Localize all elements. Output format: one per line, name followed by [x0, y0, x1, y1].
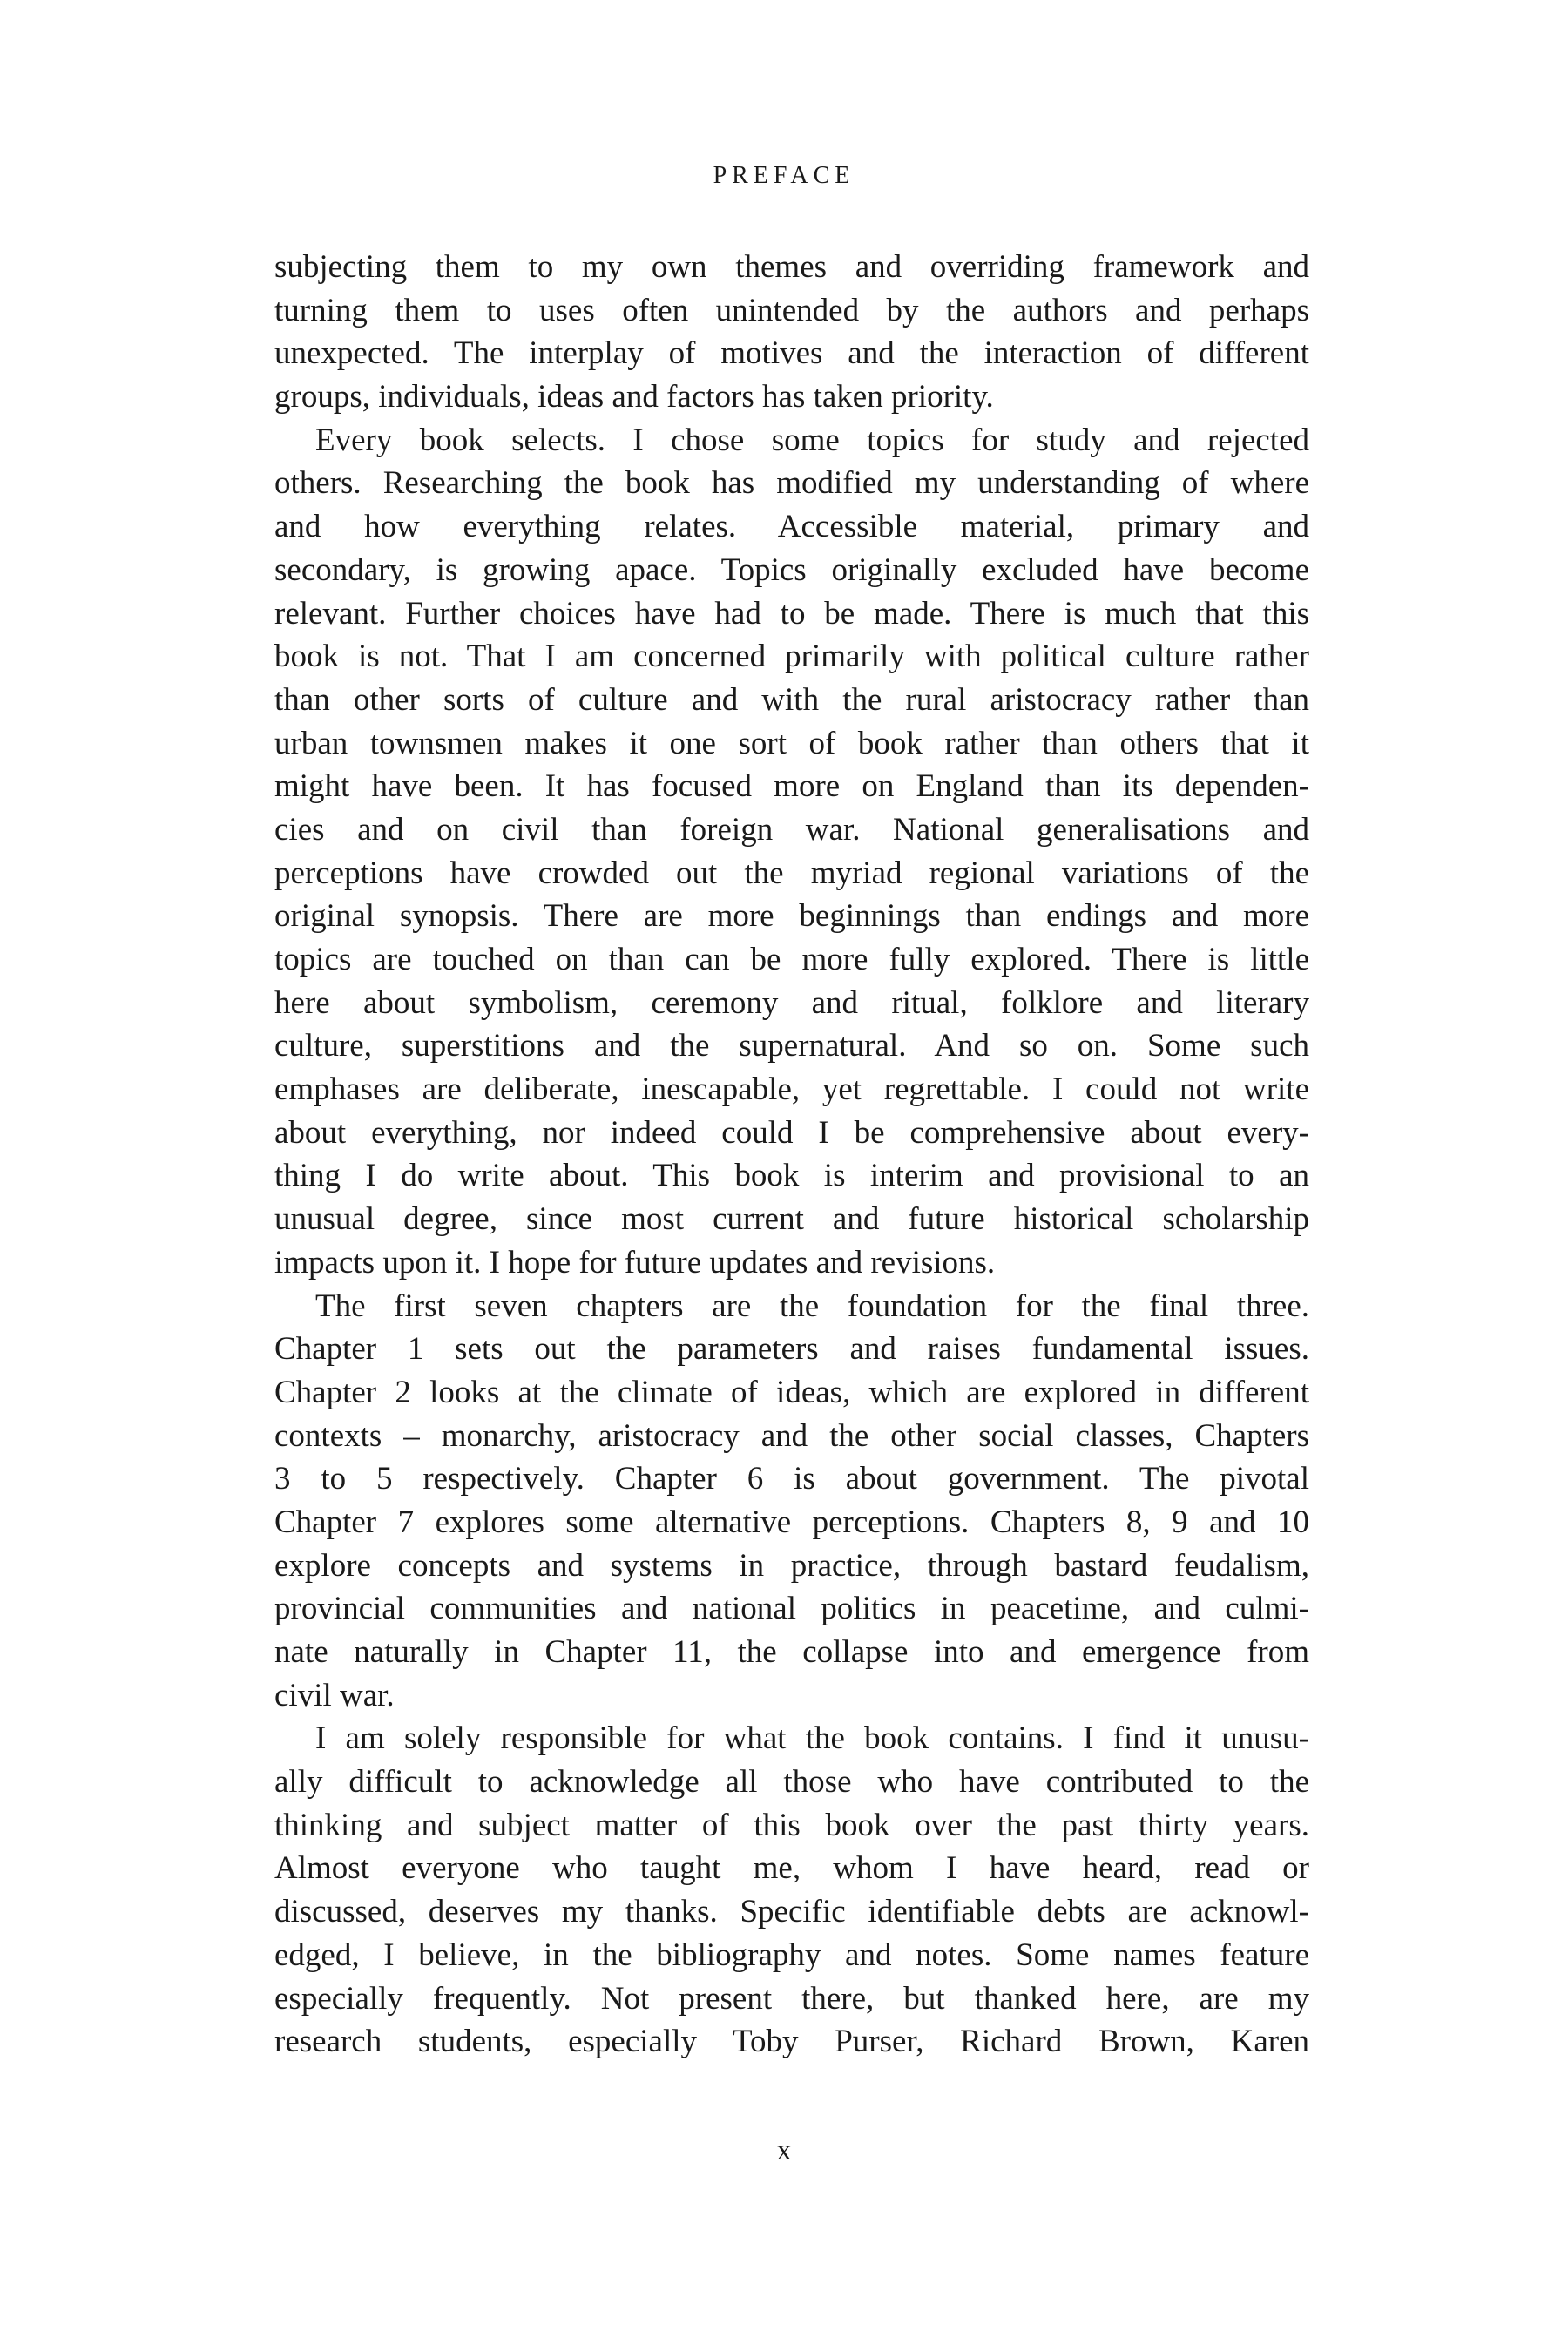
- running-head: PREFACE: [713, 162, 855, 189]
- text-line: relevant. Further choices have had to be made. There is much that this: [274, 595, 1309, 632]
- text-line: and how everything relates. Accessible material, primary and: [274, 509, 1309, 545]
- text-line: perceptions have crowded out the myriad regional variations of the: [274, 855, 1309, 891]
- text-line: Every book selects. I chose some topics for study and rejected: [315, 422, 1309, 458]
- text-line: Chapter 2 looks at the climate of ideas, which are explored in different: [274, 1374, 1309, 1410]
- text-line: Almost everyone who taught me, whom I have heard, read or: [274, 1850, 1309, 1887]
- text-line: original synopsis. There are more beginnings than endings and more: [274, 898, 1309, 935]
- text-line: unusual degree, since most current and future historical scholarship: [274, 1201, 1309, 1238]
- text-line: groups, individuals, ideas and factors has taken priority.: [274, 379, 994, 416]
- text-line: impacts upon it. I hope for future updates and revisions.: [274, 1244, 996, 1281]
- text-line: book is not. That I am concerned primarily with political culture rather: [274, 639, 1309, 675]
- text-line: topics are touched on than can be more fully explored. There is little: [274, 942, 1309, 977]
- text-line: here about symbolism, ceremony and ritual, folklore and literary: [274, 984, 1309, 1021]
- text-line: subjecting them to my own themes and overriding framework and: [274, 249, 1309, 285]
- text-line: provincial communities and national politics in peacetime, and culmi-: [274, 1591, 1309, 1627]
- text-line: 3 to 5 respectively. Chapter 6 is about government. The pivotal: [274, 1461, 1309, 1497]
- text-line: urban townsmen makes it one sort of book rather than others that it: [274, 725, 1309, 761]
- text-line: might have been. It has focused more on England than its dependen-: [274, 768, 1309, 805]
- text-line: The first seven chapters are the foundation for the final three.: [315, 1288, 1309, 1324]
- text-line: especially frequently. Not present there, but thanked here, are my: [274, 1980, 1309, 2017]
- text-line: civil war.: [274, 1677, 395, 1713]
- text-line: unexpected. The interplay of motives and the interaction of different: [274, 335, 1309, 372]
- text-line: contexts – monarchy, aristocracy and the other social classes, Chapters: [274, 1417, 1309, 1454]
- text-line: turning them to uses often unintended by the authors and perhaps: [274, 292, 1309, 328]
- text-line: I am solely responsible for what the book contains. I find it unusu-: [315, 1720, 1309, 1757]
- page-number: x: [776, 2134, 792, 2166]
- text-line: cies and on civil than foreign war. National generalisations and: [274, 811, 1309, 848]
- text-line: culture, superstitions and the supernatural. And so on. Some such: [274, 1028, 1309, 1064]
- text-line: than other sorts of culture and with the rural aristocracy rather than: [274, 681, 1309, 718]
- text-line: Chapter 7 explores some alternative perceptions. Chapters 8, 9 and 10: [274, 1504, 1309, 1540]
- text-line: edged, I believe, in the bibliography and notes. Some names feature: [274, 1936, 1309, 1973]
- text-line: secondary, is growing apace. Topics originally excluded have become: [274, 551, 1309, 588]
- text-line: Chapter 1 sets out the parameters and raises fundamental issues.: [274, 1331, 1309, 1368]
- text-line: thinking and subject matter of this book over the past thirty years.: [274, 1807, 1309, 1843]
- text-line: others. Researching the book has modified my understanding of where: [274, 465, 1309, 502]
- text-line: explore concepts and systems in practice, through bastard feudalism,: [274, 1547, 1309, 1584]
- text-line: research students, especially Toby Purser, Richard Brown, Karen: [274, 2024, 1309, 2060]
- text-line: discussed, deserves my thanks. Specific identifiable debts are acknowl-: [274, 1894, 1309, 1930]
- text-line: about everything, nor indeed could I be comprehensive about every-: [274, 1114, 1309, 1151]
- text-line: emphases are deliberate, inescapable, yet regrettable. I could not write: [274, 1071, 1309, 1108]
- text-line: nate naturally in Chapter 11, the collapse into and emergence from: [274, 1634, 1309, 1670]
- text-line: ally difficult to acknowledge all those who have contributed to the: [274, 1764, 1309, 1801]
- body-text: [274, 246, 1309, 2064]
- text-line: thing I do write about. This book is interim and provisional to an: [274, 1158, 1309, 1194]
